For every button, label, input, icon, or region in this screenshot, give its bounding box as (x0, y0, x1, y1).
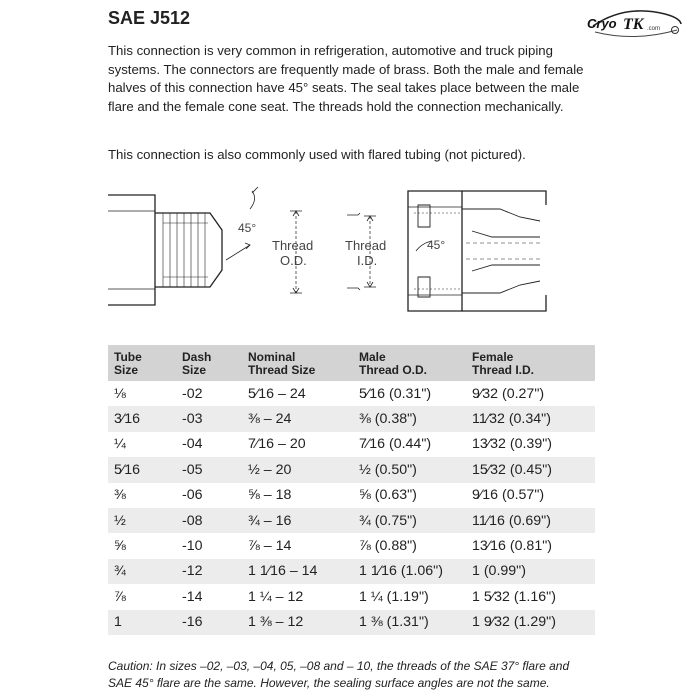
cell-nominal: 7⁄16 – 20 (248, 436, 306, 453)
cell-tube: ½ (108, 508, 176, 533)
cell-nominal: 1 1⁄16 – 14 (242, 559, 353, 584)
female-thread-label-1: Thread (345, 238, 387, 253)
cell-dash: -05 (176, 457, 242, 482)
cell-nominal: ⅞ – 14 (248, 538, 292, 555)
cell-dash: -03 (176, 406, 242, 431)
cell-dash: -02 (182, 385, 203, 402)
header-tube-size: Tube Size (108, 345, 176, 381)
cell-nominal: ¾ – 16 (242, 508, 353, 533)
intro-note: This connection is also commonly used with flared tubing (not pictured). (108, 147, 526, 162)
cell-tube: ⅜ (114, 487, 126, 504)
logo-suffix: .com (647, 26, 661, 32)
male-thread-label-2: O.D. (280, 253, 307, 268)
cell-female: 1 (0.99") (466, 559, 595, 584)
cell-dash: -12 (176, 559, 242, 584)
table-row (108, 432, 595, 457)
female-angle-label: 45° (427, 238, 446, 252)
cell-dash: -08 (176, 508, 242, 533)
header-dash-size: Dash Size (176, 345, 242, 381)
logo-mark: TK (623, 16, 644, 33)
cell-tube: ¾ (108, 559, 176, 584)
cell-female: 1 9⁄32 (1.29") (466, 610, 595, 635)
header-female-id: Female Thread I.D. (466, 345, 595, 381)
cell-nominal: 5⁄16 – 24 (248, 385, 306, 402)
caution-note: Caution: In sizes –02, –03, –04, 05, –08 and – 10, the threads of the SAE 37° flare and SAE 45° flare are the same. However, the sealing surface angles are not the same. (108, 659, 570, 690)
cell-tube: 5⁄16 (108, 457, 176, 482)
cell-female: 9⁄16 (0.57") (472, 487, 545, 504)
header-male-od: Male Thread O.D. (353, 345, 466, 381)
male-thread-label-1: Thread (272, 238, 314, 253)
header-nominal-thread: Nominal Thread Size (242, 345, 353, 381)
table-row (108, 457, 595, 482)
cell-female: 13⁄32 (0.39") (472, 436, 552, 453)
connection-diagram (100, 183, 600, 328)
cell-tube: 3⁄16 (108, 406, 176, 431)
cell-male: ¾ (0.75") (353, 508, 466, 533)
cell-male: 5⁄16 (0.31") (359, 385, 432, 402)
cell-tube: 1 (108, 610, 176, 635)
table-row (108, 584, 595, 609)
table-row (108, 508, 595, 533)
cell-nominal: ½ – 20 (242, 457, 353, 482)
brand-logo (585, 6, 690, 40)
cell-dash: -16 (176, 610, 242, 635)
male-fitting-drawing (108, 195, 222, 305)
table-header-row (108, 345, 595, 381)
cell-dash: -14 (182, 588, 203, 605)
cell-female: 11⁄16 (0.69") (466, 508, 595, 533)
cell-dash: -06 (182, 487, 203, 504)
female-thread-label-2: I.D. (357, 253, 378, 268)
table-row (108, 559, 595, 584)
cell-dash: -04 (182, 436, 203, 453)
cell-tube: ⅝ (114, 538, 126, 555)
cell-male: ⅝ (0.63") (359, 487, 417, 504)
cell-nominal: ⅝ – 18 (248, 487, 292, 504)
cell-female: 1 5⁄32 (1.16") (472, 588, 556, 605)
male-angle-label: 45° (238, 221, 257, 235)
logo-word: Cryo (587, 16, 617, 31)
cell-male: ⅜ (0.38") (353, 406, 466, 431)
male-angle-arc (250, 191, 255, 209)
page-title: SAE J512 (108, 8, 191, 28)
table-row (108, 406, 595, 431)
cell-male: ½ (0.50") (353, 457, 466, 482)
thread-size-table (108, 345, 595, 635)
cell-male: ⅞ (0.88") (359, 538, 417, 555)
cell-tube: ¼ (114, 436, 126, 453)
table-row (108, 381, 595, 406)
intro-paragraph: This connection is very common in refrigeration, automotive and truck piping systems. The connectors are frequently made of brass. Both the male and female halves of this connection have 45° seats. The seal takes place between the male flare and the female cone seat. The threads hold the connection mechanically. (108, 43, 584, 114)
cell-tube: ⅛ (114, 385, 126, 402)
cell-male: 1 1⁄16 (1.06") (353, 559, 466, 584)
cell-male: 7⁄16 (0.44") (359, 436, 432, 453)
cell-nominal: 1 ⅜ – 12 (242, 610, 353, 635)
cell-female: 11⁄32 (0.34") (466, 406, 595, 431)
cell-female: 13⁄16 (0.81") (472, 538, 552, 555)
cell-male: 1 ¼ (1.19") (359, 588, 429, 605)
cell-nominal: ⅜ – 24 (242, 406, 353, 431)
cell-female: 15⁄32 (0.45") (466, 457, 595, 482)
cell-tube: ⅞ (114, 588, 126, 605)
table-row (108, 533, 595, 558)
table-row (108, 483, 595, 508)
cell-dash: -10 (182, 538, 203, 555)
cell-male: 1 ⅜ (1.31") (353, 610, 466, 635)
table-row (108, 610, 595, 635)
cell-nominal: 1 ¼ – 12 (248, 588, 304, 605)
cell-female: 9⁄32 (0.27") (472, 385, 545, 402)
